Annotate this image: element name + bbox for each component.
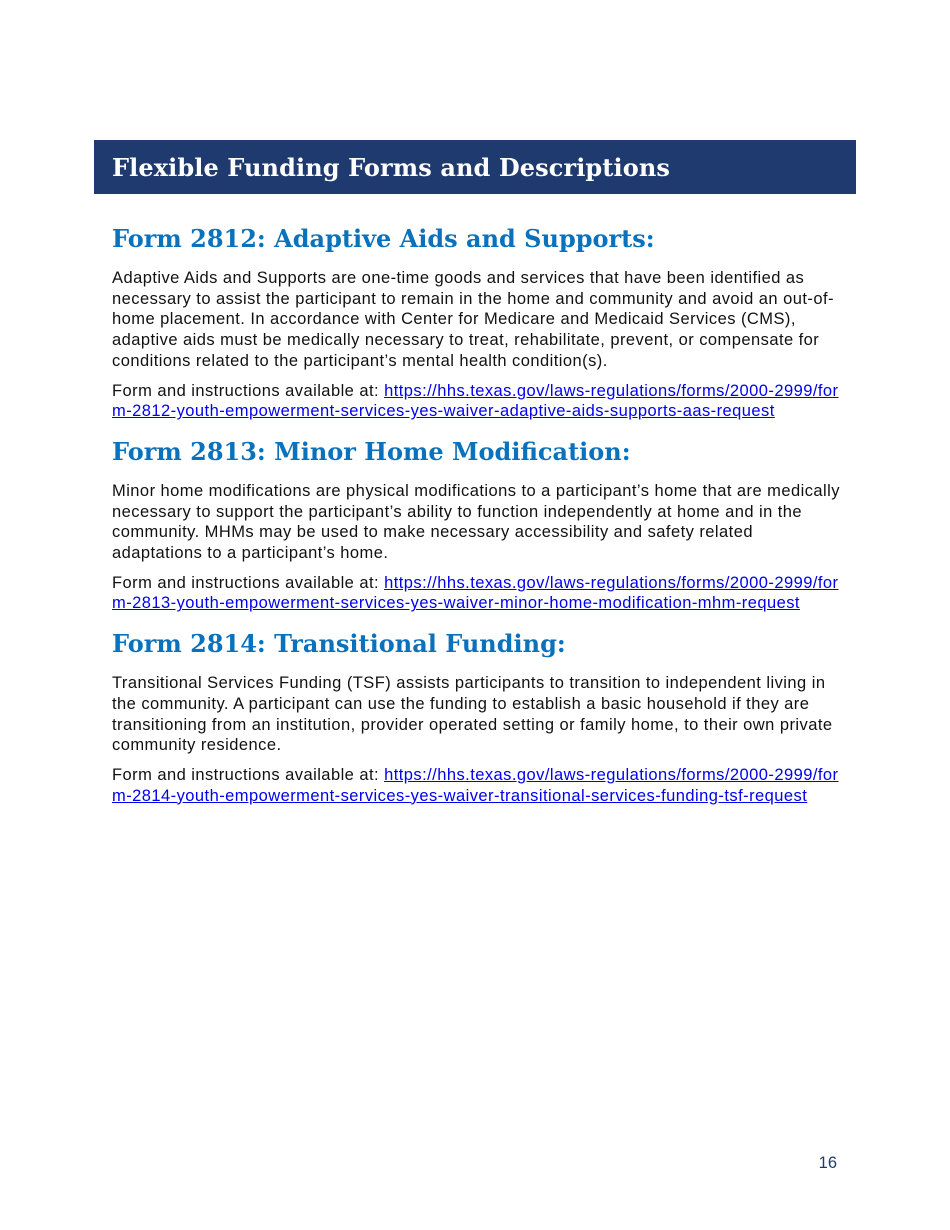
- document-body: [112, 222, 842, 819]
- form-2814-section: [112, 627, 842, 806]
- form-2812-heading: Form 2812: Adaptive Aids and Supports:: [112, 224, 655, 253]
- banner-title: Flexible Funding Forms and Descriptions: [112, 152, 670, 182]
- form-2814-heading: Form 2814: Transitional Funding:: [112, 629, 566, 659]
- page-number: 16: [818, 1154, 837, 1172]
- form-2814-availability: [112, 765, 842, 806]
- form-2812-section: [112, 222, 842, 422]
- form-2813-description: Minor home modifications are physical modifications to a participant’s home that are medically necessary to support the participant’s ability to function independently at home and in the community. MHMs may be used to make necessary accessibility and safety related adaptations to a participant’s home.: [112, 481, 840, 563]
- form-2812-availability: [112, 381, 842, 422]
- form-2813-section: [112, 435, 842, 614]
- section-banner: [94, 140, 856, 194]
- form-2812-description: Adaptive Aids and Supports are one-time goods and services that have been identified as necessary to assist the participant to remain in the home and community and avoid an out-of-home placement. In accordance with Center for Medicare and Medicaid Services (CMS), adaptive aids must be medically necessary to treat, rehabilitate, prevent, or compensate for conditions related to the participant’s mental health condition(s).: [112, 269, 834, 370]
- form-2813-link[interactable]: https://hhs.texas.gov/laws-regulations/forms/2000-2999/form-2813-youth-empowerment-services-yes-waiver-minor-home-modification-mhm-request: [112, 573, 839, 613]
- form-2813-availability: [112, 573, 842, 614]
- form-2813-heading: Form 2813: Minor Home Modification:: [112, 436, 631, 466]
- form-2814-link[interactable]: https://hhs.texas.gov/laws-regulations/forms/2000-2999/form-2814-youth-empowerment-services-yes-waiver-transitional-services-funding-tsf-request: [112, 765, 839, 805]
- form-2812-availability-label: Form and instructions available at:: [112, 381, 385, 400]
- form-2812-link[interactable]: https://hhs.texas.gov/laws-regulations/forms/2000-2999/form-2812-youth-empowerment-services-yes-waiver-adaptive-aids-supports-aas-request: [112, 381, 839, 421]
- form-2814-availability-label: Form and instructions available at:: [112, 765, 385, 784]
- form-2814-description: Transitional Services Funding (TSF) assists participants to transition to independent living in the community. A participant can use the funding to establish a basic household if they are transitioning from an institution, provider operated setting or family home, to their own private community residence.: [112, 674, 833, 755]
- form-2813-availability-label: Form and instructions available at:: [112, 573, 385, 592]
